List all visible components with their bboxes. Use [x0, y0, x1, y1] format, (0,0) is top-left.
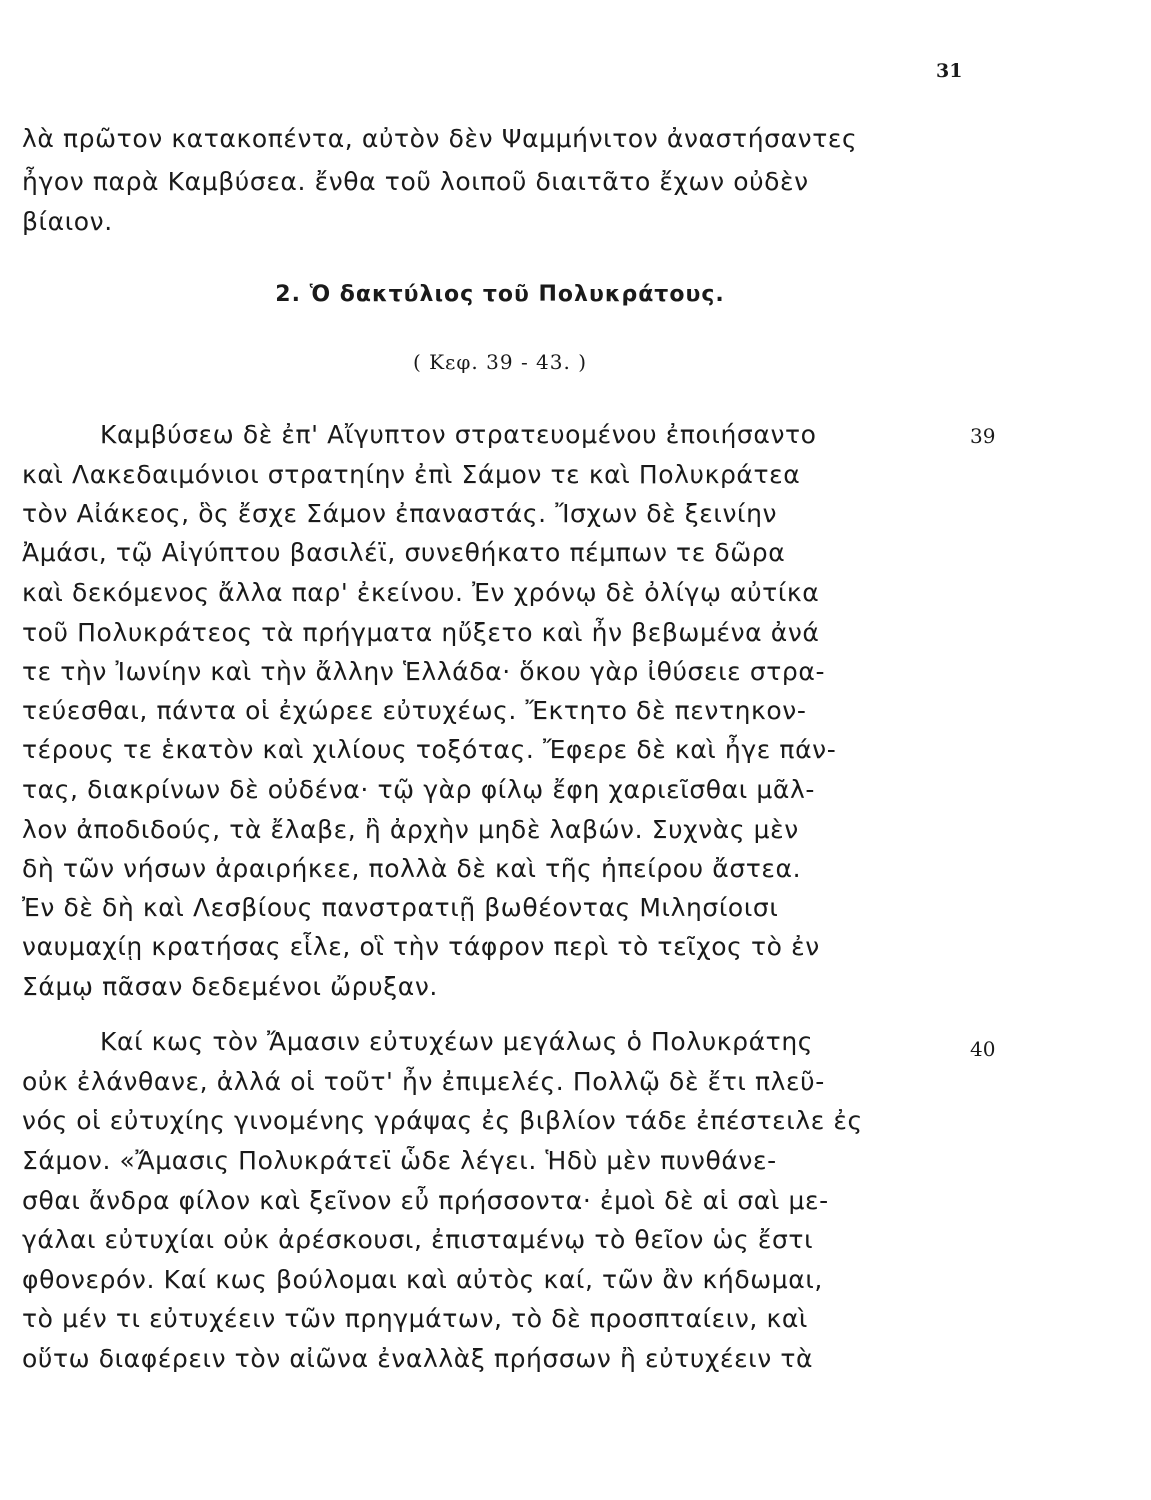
text-line: καὶ Λακεδαιμόνιοι στρατηίην ἐπὶ Σάμον τε καὶ Πολυκράτεα: [22, 460, 801, 489]
text-line: λὰ πρῶτον κατακοπέντα, αὐτὸν δὲν Ψαμμήνιτον ἀναστήσαντες: [22, 124, 858, 153]
text-line: καὶ δεκόμενος ἄλλα παρ' ἐκείνου. Ἐν χρόνῳ δὲ ὀλίγῳ αὐτίκα: [22, 578, 820, 607]
text-line: τε τὴν Ἰωνίην καὶ τὴν ἄλλην Ἑλλάδα· ὅκου γὰρ ἰθύσειε στρα-: [22, 657, 826, 686]
chapter-number: 40: [970, 1037, 996, 1061]
text-line: νός οἱ εὐτυχίης γινομένης γράψας ἐς βιβλίον τάδε ἐπέστειλε ἐς: [22, 1106, 863, 1135]
text-line: Σάμῳ πᾶσαν δεδεμένοι ὤρυξαν.: [22, 972, 438, 1001]
text-line: τας, διακρίνων δὲ οὐδένα· τῷ γὰρ φίλῳ ἔφη χαριεῖσθαι μᾶλ-: [22, 775, 815, 804]
section-title: 2. Ὁ δακτύλιος τοῦ Πολυκράτους.: [275, 282, 725, 307]
text-line: ναυμαχίῃ κρατήσας εἷλε, οἳ τὴν τάφρον περὶ τὸ τεῖχος τὸ ἐν: [22, 932, 820, 961]
text-line: τοῦ Πολυκράτεος τὰ πρήγματα ηὔξετο καὶ ἦν βεβωμένα ἀνά: [22, 618, 820, 647]
text-line: τὸν Αἰάκεος, ὃς ἔσχε Σάμον ἐπαναστάς. Ἴσχων δὲ ξεινίην: [22, 499, 778, 528]
text-line: φθονερόν. Καί κως βούλομαι καὶ αὐτὸς καί, τῶν ἂν κήδωμαι,: [22, 1265, 823, 1294]
text-line: ἦγον παρὰ Καμβύσεα. ἔνθα τοῦ λοιποῦ διαιτᾶτο ἔχων οὐδὲν: [22, 167, 809, 196]
text-line: δὴ τῶν νήσων ἀραιρήκεε, πολλὰ δὲ καὶ τῆς ἠπείρου ἄστεα.: [22, 854, 802, 883]
text-line: τέρους τε ἑκατὸν καὶ χιλίους τοξότας. Ἔφερε δὲ καὶ ἦγε πάν-: [22, 735, 837, 764]
text-line: Ἀμάσι, τῷ Αἰγύπτου βασιλέϊ, συνεθήκατο πέμπων τε δῶρα: [22, 538, 786, 567]
text-line: σθαι ἄνδρα φίλον καὶ ξεῖνον εὖ πρήσσοντα· ἐμοὶ δὲ αἱ σαὶ με-: [22, 1186, 829, 1215]
text-line: τὸ μέν τι εὐτυχέειν τῶν πρηγμάτων, τὸ δὲ προσπταίειν, καὶ: [22, 1304, 808, 1333]
text-line: Ἐν δὲ δὴ καὶ Λεσβίους πανστρατιῇ βωθέοντας Μιλησίοισι: [22, 893, 779, 922]
text-line: γάλαι εὐτυχίαι οὐκ ἀρέσκουσι, ἐπισταμένῳ τὸ θεῖον ὡς ἔστι: [22, 1225, 814, 1254]
text-line: οὐκ ἐλάνθανε, ἀλλά οἱ τοῦτ' ἦν ἐπιμελές. Πολλῷ δὲ ἔτι πλεῦ-: [22, 1067, 825, 1096]
text-line: Καί κως τὸν Ἄμασιν εὐτυχέων μεγάλως ὁ Πολυκράτης: [100, 1027, 814, 1056]
text-line: τεύεσθαι, πάντα οἱ ἐχώρεε εὐτυχέως. Ἔκτητο δὲ πεντηκον-: [22, 696, 807, 725]
text-line: Καμβύσεω δὲ ἐπ' Αἴγυπτον στρατευομένου ἐποιήσαντο: [100, 420, 817, 449]
text-line: βίαιον.: [22, 207, 113, 236]
section-chapters: ( Κεφ. 39 - 43. ): [412, 350, 588, 374]
text-line: οὕτω διαφέρειν τὸν αἰῶνα ἐναλλὰξ πρήσσων ἢ εὐτυχέειν τὰ: [22, 1344, 814, 1373]
text-line: λον ἀποδιδούς, τὰ ἔλαβε, ἢ ἀρχὴν μηδὲ λαβών. Συχνὰς μὲν: [22, 815, 799, 844]
text-line: Σάμον. «Ἄμασις Πολυκράτεϊ ὧδε λέγει. Ἡδὺ μὲν πυνθάνε-: [22, 1146, 777, 1175]
page-number: 31: [936, 60, 963, 82]
chapter-number: 39: [970, 424, 996, 448]
